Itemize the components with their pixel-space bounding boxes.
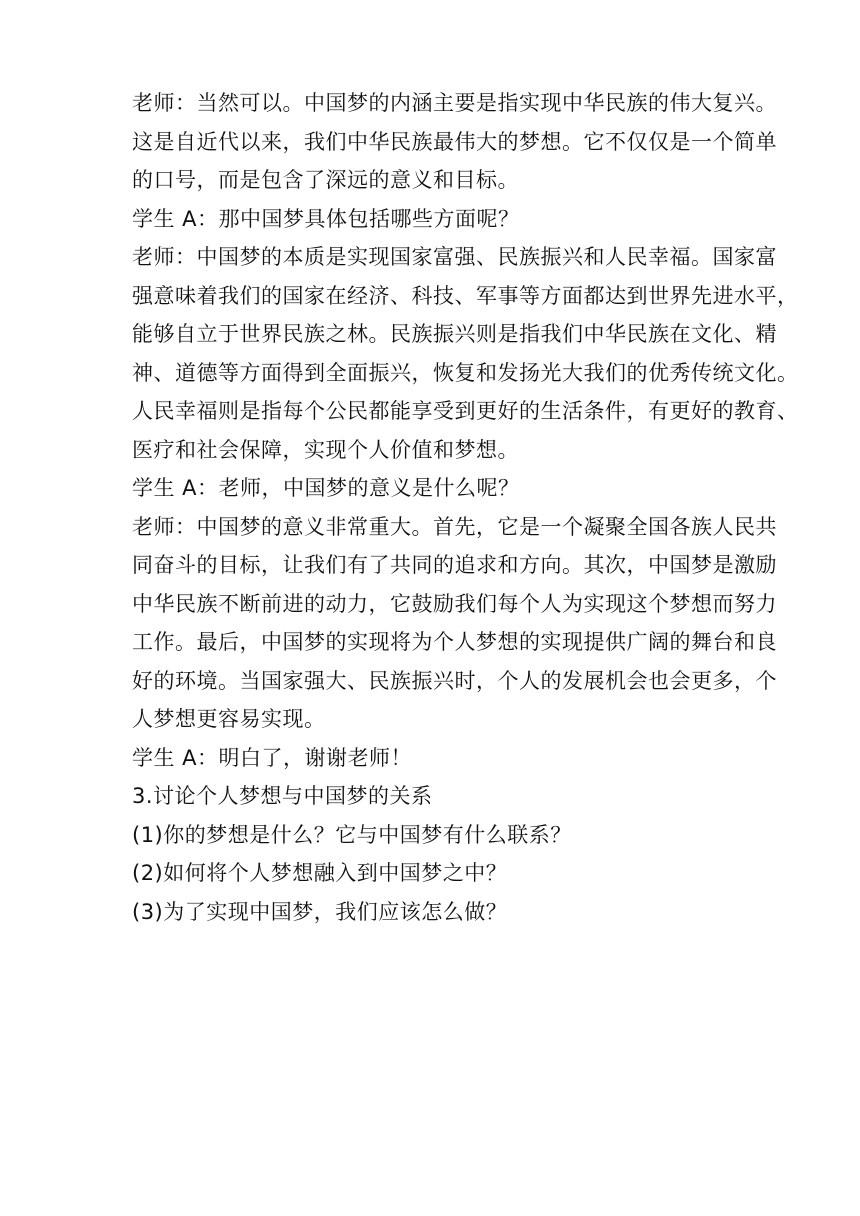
- text-line: 神、道德等方面得到全面振兴，恢复和发扬光大我们的优秀传统文化。: [132, 360, 799, 385]
- text-line: 同奋斗的目标，让我们有了共同的追求和方向。其次，中国梦是激励: [132, 553, 777, 577]
- discussion-question-2: [132, 854, 772, 893]
- paragraph-teacher-answer-3: [132, 508, 777, 739]
- paragraph-teacher-answer-2: [132, 238, 799, 469]
- paragraph-student-question-1: [132, 200, 772, 239]
- paragraph-student-question-2: [132, 469, 772, 508]
- text-line: (2)如何将个人梦想融入到中国梦之中？: [132, 861, 508, 885]
- text-line: 工作。最后，中国梦的实现将为个人梦想的实现提供广阔的舞台和良: [132, 630, 777, 654]
- document-page: [132, 84, 799, 931]
- text-line: 这是自近代以来，我们中华民族最伟大的梦想。它不仅仅是一个简单: [132, 129, 777, 154]
- text-line: 学生 A：那中国梦具体包括哪些方面呢？: [132, 206, 520, 231]
- text-line: 能够自立于世界民族之林。民族振兴则是指我们中华民族在文化、精: [132, 322, 777, 346]
- text-line: 人民幸福则是指每个公民都能享受到更好的生活条件，有更好的教育、: [132, 399, 799, 423]
- section-heading: [132, 777, 772, 816]
- text-line: 3.讨论个人梦想与中国梦的关系: [132, 784, 433, 808]
- text-line: 老师：中国梦的意义非常重大。首先，它是一个凝聚全国各族人民共: [132, 514, 777, 539]
- text-line: 老师：中国梦的本质是实现国家富强、民族振兴和人民幸福。国家富: [132, 245, 777, 269]
- text-line: 好的环境。当国家强大、民族振兴时，个人的发展机会也会更多，个: [132, 668, 777, 693]
- text-line: 人梦想更容易实现。: [132, 707, 326, 731]
- text-line: 中华民族不断前进的动力，它鼓励我们每个人为实现这个梦想而努力: [132, 591, 777, 616]
- paragraph-student-thanks: [132, 739, 772, 778]
- paragraph-teacher-answer-1: [132, 84, 777, 200]
- discussion-question-1: [132, 816, 772, 855]
- discussion-question-3: [132, 893, 772, 932]
- text-line: 的口号，而是包含了深远的意义和目标。: [132, 168, 519, 192]
- text-line: 医疗和社会保障，实现个人价值和梦想。: [132, 437, 519, 462]
- text-line: (1)你的梦想是什么？它与中国梦有什么联系？: [132, 822, 572, 847]
- text-line: 强意味着我们的国家在经济、科技、军事等方面都达到世界先进水平，: [132, 283, 799, 308]
- text-line: 学生 A：老师，中国梦的意义是什么呢？: [132, 476, 520, 500]
- text-line: 老师：当然可以。中国梦的内涵主要是指实现中华民族的伟大复兴。: [132, 91, 777, 115]
- text-line: (3)为了实现中国梦，我们应该怎么做？: [132, 899, 508, 924]
- text-line: 学生 A：明白了，谢谢老师！: [132, 745, 413, 770]
